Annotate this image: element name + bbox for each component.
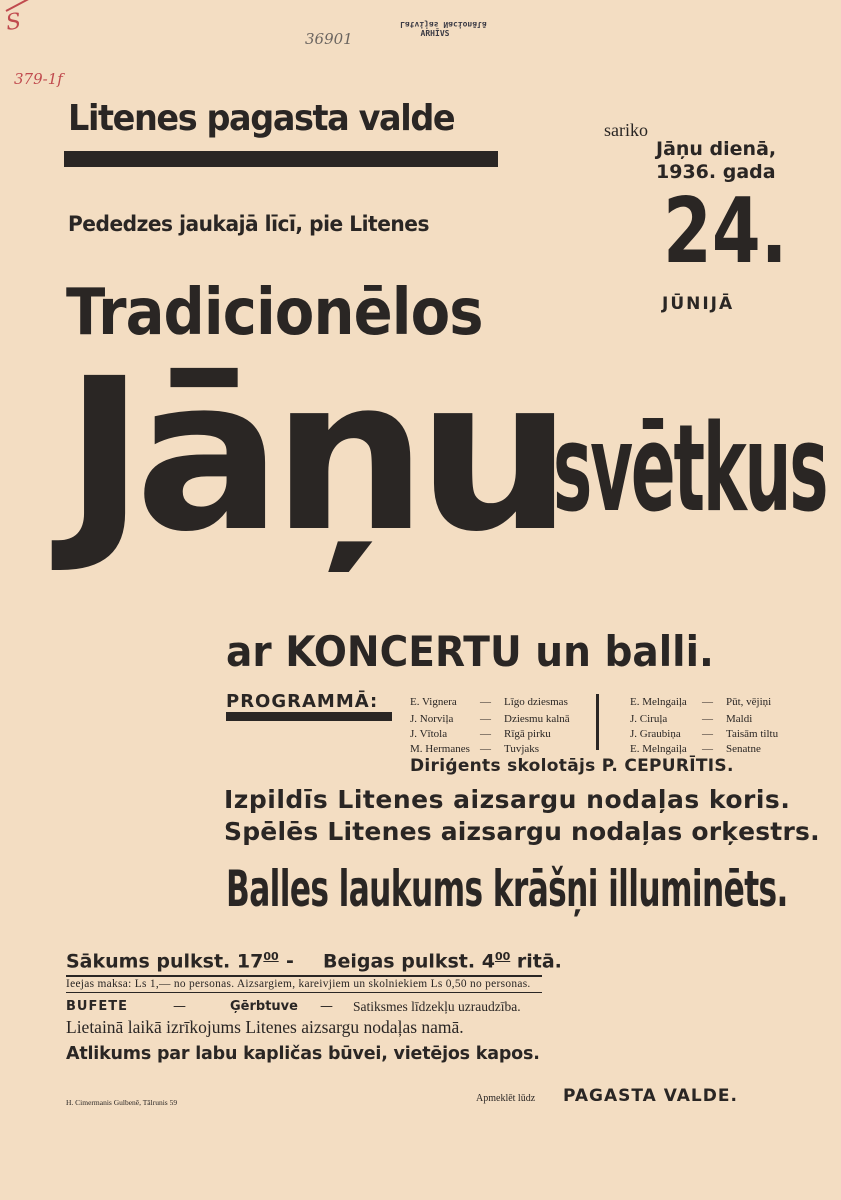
- program-left-row: [410, 696, 568, 708]
- song-dash: —: [702, 743, 713, 755]
- program-right-row: [630, 713, 752, 725]
- organizes-verb: sariko: [604, 120, 648, 140]
- song-title: Pūt, vējiņi: [726, 696, 772, 708]
- song-author: E. Melngaiļa: [630, 743, 687, 755]
- song-dash: —: [702, 728, 713, 740]
- archive-stamp: [400, 20, 487, 38]
- signer-name: PAGASTA VALDE.: [563, 1086, 738, 1106]
- title-adjective: Tradicionēlos: [66, 276, 483, 350]
- date-day: 24.: [663, 179, 788, 284]
- start-time: [66, 950, 279, 972]
- ball-line: Balles laukums krāšņi illuminēts.: [226, 860, 788, 918]
- order-note: Satiksmes līdzekļu uzraudzība.: [353, 999, 521, 1014]
- entry-fee: Ieejas maksa: Ls 1,— no personas. Aizsargiem, kareivjiem un skolniekiem Ls 0,50 no personas.: [66, 978, 531, 990]
- start-time-minutes: 00: [263, 950, 279, 963]
- orchestra-line: Spēlēs Litenes aizsargu nodaļas orķestrs.: [224, 817, 820, 846]
- signature-mark-a: [4, 9, 22, 36]
- date-line-2: 1936. gada: [656, 161, 776, 183]
- invite-text: Apmeklēt lūdz: [476, 1093, 536, 1104]
- song-dash: —: [480, 743, 491, 755]
- start-time-text: Sākums pulkst. 17: [66, 950, 264, 973]
- date-month: JŪNIJĀ: [662, 294, 735, 314]
- program-label: PROGRAMMĀ:: [226, 691, 379, 712]
- title-main-word: Jāņu: [64, 333, 563, 578]
- song-title: Dziesmu kalnā: [504, 713, 570, 725]
- song-author: J. Ciruļa: [630, 713, 668, 725]
- program-right-row: [630, 743, 761, 755]
- signature-a-text: S: [4, 9, 23, 36]
- song-author: J. Graubiņa: [630, 728, 681, 740]
- end-time: [323, 950, 562, 972]
- program-right-row: [630, 728, 778, 740]
- stamp-line-2: ARHĪVS: [420, 29, 450, 38]
- location-line: Pededzes jaukajā līcī, pie Litenes: [68, 212, 429, 236]
- signature-mark-b: [14, 70, 63, 88]
- cloakroom-dash: —: [320, 999, 333, 1014]
- choir-line: Izpildīs Litenes aizsargu nodaļas koris.: [224, 785, 791, 814]
- program-right-row: [630, 696, 771, 708]
- program-left-row: [410, 713, 570, 725]
- song-title: Tuvjaks: [504, 743, 540, 755]
- song-author: J. Vītola: [410, 728, 448, 740]
- pencil-number: 36901: [305, 30, 353, 48]
- printer-imprint: H. Cimermanis Gulbenē, Tālrunis 59: [66, 1098, 178, 1107]
- song-author: E. Melngaiļa: [630, 696, 687, 708]
- song-dash: —: [480, 713, 491, 725]
- entry-fee-rule: [66, 992, 542, 993]
- song-author: E. Vignera: [410, 696, 457, 708]
- program-left-row: [410, 743, 539, 755]
- subtitle: ar KONCERTU un balli.: [226, 627, 714, 676]
- song-title: Līgo dziesmas: [504, 696, 568, 708]
- buffet-dash: —: [173, 999, 186, 1014]
- buffet-label: BUFETE: [66, 999, 128, 1014]
- proceeds-note: Atlikums par labu kapličas būvei, vietējos kapos.: [66, 1044, 540, 1064]
- date-line-1: Jāņu dienā,: [656, 138, 777, 160]
- song-author: M. Hermanes: [410, 743, 470, 755]
- end-time-minutes: 00: [494, 950, 511, 963]
- rain-note: Lietainā laikā izrīkojums Litenes aizsargu nodaļas namā.: [66, 1017, 464, 1037]
- program-left-row: [410, 728, 551, 740]
- program-label-underline: [226, 712, 392, 721]
- end-time-suffix: ritā.: [516, 950, 562, 973]
- song-dash: —: [480, 696, 491, 708]
- stamp-line-1: Latvijas Nacionālā: [400, 20, 487, 29]
- song-title: Rīgā pirku: [504, 728, 551, 740]
- organizer-name: Litenes pagasta valde: [68, 98, 455, 139]
- song-dash: —: [702, 696, 713, 708]
- song-dash: —: [702, 713, 713, 725]
- end-time-text: Beigas pulkst. 4: [323, 950, 495, 973]
- conductor-line: Diriģents skolotājs P. CEPURĪTIS.: [410, 756, 734, 776]
- song-title: Taisām tiltu: [726, 728, 779, 740]
- program-column-divider: [596, 694, 599, 750]
- song-title: Maldi: [726, 713, 753, 725]
- cloakroom-label: Ģērbtuve: [230, 999, 298, 1014]
- times-rule: [66, 975, 542, 977]
- organizer-underline: [64, 151, 498, 167]
- signature-b-text: 379-1f: [14, 70, 63, 88]
- song-title: Senatne: [726, 743, 761, 755]
- song-dash: —: [480, 728, 491, 740]
- title-second-word: svētkus: [553, 400, 827, 539]
- time-separator: -: [286, 950, 294, 972]
- song-author: J. Norviļa: [410, 713, 454, 725]
